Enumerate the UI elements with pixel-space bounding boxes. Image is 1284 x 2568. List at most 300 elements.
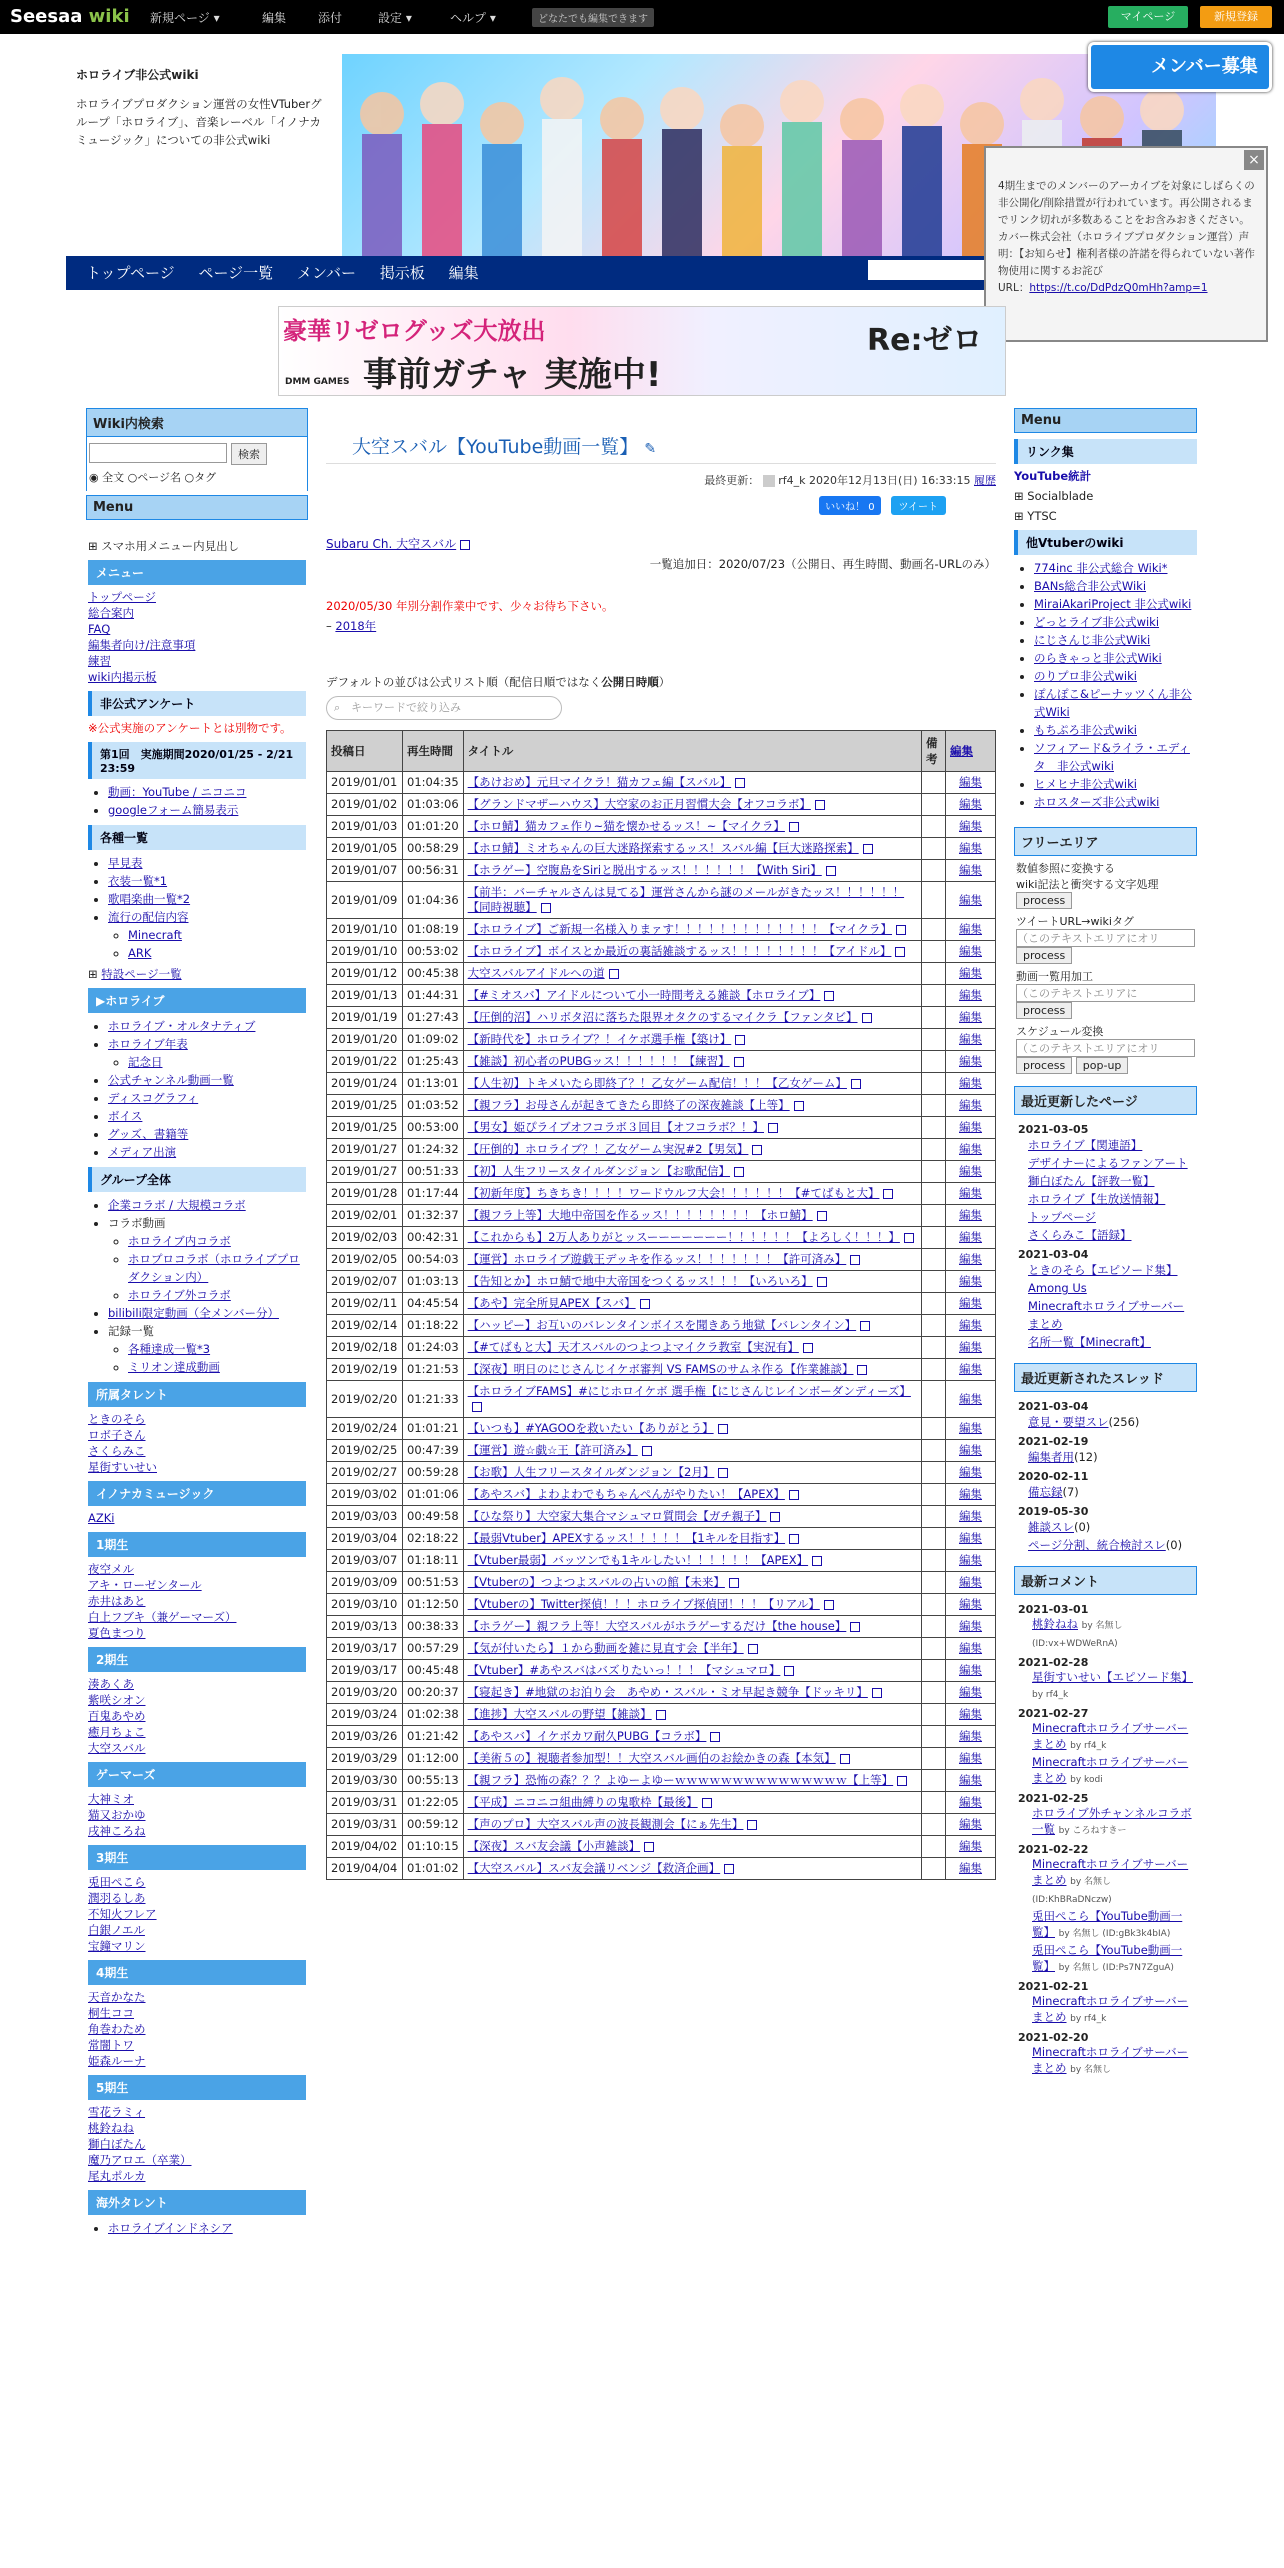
other-wiki-item — [1034, 631, 1197, 649]
duration: 01:24:03 — [403, 1337, 464, 1359]
duration: 01:18:22 — [403, 1315, 464, 1337]
video-link[interactable]: 【ホロ鯖】ミオちゃんの巨大迷路探索するッス！スバル編【巨大迷路探索】 — [467, 841, 859, 855]
table-row — [327, 1572, 996, 1594]
video-link[interactable]: 【深夜】明日のにじさんじイケボ審判 VS FAMSのサムネ作る【作業雑談】 — [467, 1362, 854, 1376]
video-link[interactable]: 【ホロライブ】ボイスとか最近の裏話雑談するッス！！！！！！！！【アイドル】 — [467, 944, 892, 958]
tool3-textarea[interactable]: （このテキストエリアに — [1016, 984, 1195, 1002]
edit-link[interactable]: 編集 — [959, 1164, 982, 1178]
other-wiki-link[interactable]: のらきゃっと非公式Wiki — [1034, 651, 1162, 665]
video-link[interactable]: 【雑談】初心者のPUBGッス！！！！！！【練習】 — [467, 1054, 730, 1068]
talent-sora[interactable]: ときのそら — [88, 1412, 146, 1426]
edit-link[interactable]: 編集 — [959, 775, 982, 789]
edit-link[interactable]: 編集 — [959, 1010, 982, 1024]
nav-top[interactable]: トップページ — [86, 264, 175, 282]
post-date: 2019/04/04 — [327, 1858, 403, 1880]
edit-link[interactable]: 編集 — [959, 1619, 982, 1633]
recent-page-link[interactable]: Minecraftホロライブサーバーまとめ — [1028, 1299, 1185, 1331]
edit-link[interactable]: 編集 — [959, 1817, 982, 1831]
edit-link[interactable]: 編集 — [959, 1575, 982, 1589]
tweet-button[interactable]: ツイート — [891, 496, 947, 515]
edit-link[interactable]: 編集 — [959, 1795, 982, 1809]
year-2018-link[interactable]: 2018年 — [335, 619, 377, 633]
edit-link[interactable]: 編集 — [959, 1861, 982, 1875]
talent-pekora[interactable]: 兎田ぺこら — [88, 1875, 146, 1889]
other-wiki-link[interactable]: MiraiAkariProject 非公式wiki — [1034, 597, 1192, 611]
col-edit[interactable] — [946, 731, 996, 772]
external-link-icon — [895, 947, 905, 957]
nav-pages[interactable]: ページ一覧 — [198, 264, 274, 282]
edit-link[interactable]: 編集 — [959, 1641, 982, 1655]
recent-page-link[interactable]: トップページ — [1028, 1210, 1096, 1224]
video-link[interactable]: 【Vtuberの】Twitter探偵！！！ホロライブ探偵団！！！【リアル】 — [467, 1597, 820, 1611]
video-link[interactable]: 【親フラ】お母さんが起きてきたら即終了の深夜雑談【上等】 — [467, 1098, 790, 1112]
expand-icon[interactable]: ⊞ — [1014, 489, 1028, 503]
thread-link[interactable]: 備忘録 — [1028, 1485, 1063, 1499]
other-wiki-link[interactable]: のりプロ非公式wiki — [1034, 669, 1137, 683]
video-link[interactable]: 【運営】遊☆戯☆王【許可済み】 — [467, 1443, 638, 1457]
table-row — [327, 963, 996, 985]
opt-page: ページ名 — [137, 471, 181, 484]
radio-page[interactable]: ○ — [127, 471, 138, 484]
post-date: 2019/03/31 — [327, 1792, 403, 1814]
edit-link[interactable]: 編集 — [959, 1120, 982, 1134]
tool2-textarea[interactable]: （このテキストエリアにオリ — [1016, 929, 1195, 947]
recent-page-link[interactable]: ホロライブ【関連語】 — [1028, 1138, 1143, 1152]
video-link[interactable]: 【人生初】トキメいたら即終了？！乙女ゲーム配信！！！【乙女ゲーム】 — [467, 1076, 847, 1090]
col-duration[interactable]: 再生時間 — [403, 731, 464, 772]
talent-polka[interactable]: 尾丸ポルカ — [88, 2169, 146, 2183]
note-cell — [922, 882, 946, 919]
list-minecraft[interactable]: Minecraft — [128, 928, 182, 942]
talent-botan[interactable]: 獅白ぼたん — [88, 2137, 146, 2151]
page-title-text: 大空スバル【YouTube動画一覧】 — [352, 436, 639, 458]
table-row — [327, 1249, 996, 1271]
collab-external[interactable]: ホロライブ外コラボ — [128, 1288, 231, 1302]
comment-link[interactable]: Minecraftホロライブサーバーまとめ — [1032, 1994, 1189, 2024]
edit-link[interactable]: 編集 — [959, 944, 982, 958]
video-link[interactable]: 【大空スバル】スバ友会議リベンジ【救済企画】 — [467, 1861, 721, 1875]
hl-anniv[interactable]: 記念日 — [128, 1055, 163, 1069]
video-link[interactable]: 【美術５の】視聴者参加型！！大空スバル画伯のお絵かきの森【本気】 — [467, 1751, 836, 1765]
channel-link[interactable]: Subaru Ch. 大空スバル — [326, 537, 457, 551]
video-link[interactable]: 【寝起き】#地獄のお泊り会 あやめ・スバル・ミオ早起き競争【ドッキリ】 — [467, 1685, 868, 1699]
edit-link[interactable]: 編集 — [959, 1098, 982, 1112]
talent-coco[interactable]: 桐生ココ — [88, 2006, 134, 2020]
duration: 00:57:29 — [403, 1638, 464, 1660]
nav-board[interactable]: 掲示板 — [379, 264, 425, 282]
video-link[interactable]: 【これからも】2万人ありがとッスーーーーーーー！！！！！！【よろしく！！！】 — [467, 1230, 900, 1244]
title-cell — [463, 1271, 921, 1293]
talent-noel[interactable]: 白銀ノエル — [88, 1923, 145, 1937]
talent-choco[interactable]: 癒月ちょこ — [88, 1725, 146, 1739]
recent-page-link[interactable]: さくらみこ【語録】 — [1028, 1228, 1132, 1242]
edit-link[interactable]: 編集 — [959, 1230, 982, 1244]
special-pages[interactable]: 特設ページ一覧 — [101, 967, 182, 981]
list-costume[interactable]: 衣装一覧*1 — [108, 874, 168, 888]
talent-rushia[interactable]: 潤羽るしあ — [88, 1891, 146, 1905]
col-edit-link[interactable]: 編集 — [950, 744, 973, 758]
video-link[interactable]: 【お歌】人生フリースタイルダンジョン【2月】 — [467, 1465, 715, 1479]
edit-link[interactable]: 編集 — [959, 1391, 982, 1406]
duration: 04:45:54 — [403, 1293, 464, 1315]
talent-kanata[interactable]: 天音かなた — [88, 1990, 146, 2004]
other-wiki-link[interactable]: どっとライブ非公式wiki — [1034, 615, 1160, 629]
edit-menu[interactable]: 編集 — [262, 11, 287, 25]
expand-icon[interactable]: ⊞ — [88, 967, 102, 981]
edit-link[interactable]: 編集 — [959, 1252, 982, 1266]
recent-page-link[interactable]: デザイナーによるファンアート — [1028, 1156, 1188, 1170]
edit-link[interactable]: 編集 — [959, 1487, 982, 1501]
nav-members[interactable]: メンバー — [297, 264, 356, 282]
title-cell — [463, 1484, 921, 1506]
popup-button[interactable]: pop-up — [1076, 1057, 1129, 1074]
video-link[interactable]: 【最弱Vtuber】APEXするッス！！！！！【1キルを目指す】 — [467, 1531, 786, 1545]
edit-link[interactable]: 編集 — [959, 1208, 982, 1222]
hl-official[interactable]: 公式チャンネル動画一覧 — [108, 1073, 234, 1087]
link-guide[interactable]: 総合案内 — [88, 606, 134, 620]
comment-link[interactable]: 桃鈴ねね — [1032, 1617, 1078, 1631]
other-wiki-item — [1034, 721, 1197, 739]
history-link[interactable]: 履歴 — [974, 474, 996, 487]
edit-link[interactable]: 編集 — [959, 1362, 982, 1376]
edit-cell — [946, 1594, 996, 1616]
other-wiki-link[interactable]: ぽんぽこ&ピーナッツくん非公式Wiki — [1034, 687, 1192, 719]
talent-nene[interactable]: 桃鈴ねね — [88, 2121, 134, 2135]
talent-mio[interactable]: 大神ミオ — [88, 1792, 134, 1806]
process-button-1[interactable]: process — [1016, 892, 1072, 909]
other-wiki-link[interactable]: ヒメヒナ非公式wiki — [1034, 777, 1137, 791]
recent-page-link[interactable]: Among Us — [1028, 1281, 1087, 1295]
gamers-heading[interactable]: ゲーマーズ — [88, 1762, 306, 1787]
collab-holopro[interactable]: ホロプロコラボ（ホロライブプロダクション内） — [128, 1252, 300, 1284]
video-link[interactable]: 【グランドマザーハウス】大空家のお正月習慣大会【オフコラボ】 — [467, 797, 811, 811]
thread-link[interactable]: 意見・要望スレ — [1028, 1415, 1109, 1429]
video-link[interactable]: 【ホロライブ】ご新規一名様入りまァす！！！！！！！！！！！！！【マイクラ】 — [467, 922, 893, 936]
seesaa-wiki-logo[interactable]: Seesaa wiki — [10, 6, 130, 27]
nav-search-input[interactable] — [868, 260, 996, 280]
duration: 01:18:11 — [403, 1550, 464, 1572]
other-wiki-link[interactable]: BANs総合非公式Wiki — [1034, 579, 1147, 593]
video-link[interactable]: 【あやスバ】よわよわでもちゃんぺんがやりたい！【APEX】 — [467, 1487, 785, 1501]
talent-okayu[interactable]: 猫又おかゆ — [88, 1808, 146, 1822]
comment-date: 2021-02-21 — [1018, 1980, 1089, 1993]
recent-page-link[interactable]: 名所一覧【Minecraft】 — [1028, 1335, 1151, 1349]
hololive-heading[interactable]: ▶ホロライブ — [88, 988, 306, 1013]
record-million[interactable]: ミリオン達成動画 — [128, 1360, 220, 1374]
talent-marine[interactable]: 宝鐘マリン — [88, 1939, 146, 1953]
edit-link[interactable]: 編集 — [959, 1751, 982, 1765]
talent-mel[interactable]: 夜空メル — [88, 1562, 134, 1576]
video-link[interactable]: 【親フラ】恐怖の森？？？よゆーよゆーｗｗｗｗｗｗｗｗｗｗｗｗｗｗｗ【上等】 — [467, 1773, 894, 1787]
member-recruit-badge[interactable]: メンバー募集 — [1088, 42, 1272, 92]
external-link-icon — [640, 1299, 650, 1309]
talent-roboco[interactable]: ロボ子さん — [88, 1428, 146, 1442]
edit-link[interactable]: 編集 — [959, 1685, 982, 1699]
talent-luna[interactable]: 姫森ルーナ — [88, 2054, 146, 2068]
radio-all[interactable]: ◉ — [89, 471, 103, 484]
edit-cell — [946, 1572, 996, 1594]
duration: 01:12:50 — [403, 1594, 464, 1616]
video-link[interactable]: 【前半：バーチャルさんは見てる】運営さんから謎のメールがきたッス！！！！！！【同時視聴】 — [467, 885, 905, 914]
recent-threads-title: 最近更新されたスレッド — [1014, 1363, 1197, 1392]
note-cell — [922, 1249, 946, 1271]
hl-goods[interactable]: グッズ、書籍等 — [108, 1127, 189, 1141]
video-link[interactable]: 【#ミオスバ】アイドルについて小一時間考える雑談【ホロライブ】 — [467, 988, 821, 1002]
external-link-icon — [734, 1057, 744, 1067]
edit-cell — [946, 1029, 996, 1051]
col-title[interactable]: タイトル — [463, 731, 921, 772]
video-link[interactable]: 【いつも】#YAGOOを救いたい【ありがとう】 — [467, 1421, 714, 1435]
expand-icon[interactable]: ⊞ — [88, 539, 102, 553]
edit-link[interactable]: 編集 — [959, 1142, 982, 1156]
video-link[interactable]: 【親フラ上等】大地中帝国を作るッス！！！！！！！！【ホロ鯖】 — [467, 1208, 813, 1222]
nav-edit[interactable]: 編集 — [448, 264, 479, 282]
talent-towa[interactable]: 常闇トワ — [88, 2038, 134, 2052]
edit-link[interactable]: 編集 — [959, 1531, 982, 1545]
list-ark[interactable]: ARK — [128, 946, 152, 960]
comment-link[interactable]: 兎田ぺこら【YouTube動画一覧】 — [1032, 1909, 1183, 1939]
video-link[interactable]: 大空スバルアイドルへの道 — [467, 966, 605, 980]
radio-tag[interactable]: ○ — [184, 471, 195, 484]
recent-page-link[interactable]: ホロライブ【生放送情報】 — [1028, 1192, 1166, 1206]
video-link[interactable]: 【ハッピー】お互いのバレンタインボイスを聞きあう地獄【バレンタイン】 — [467, 1318, 857, 1332]
edit-link[interactable]: 編集 — [959, 966, 982, 980]
video-link[interactable]: 【ホロ鯖】猫カフェ作り~猫を懐かせるッス！~【マイクラ】 — [467, 819, 785, 833]
edit-link[interactable]: 編集 — [959, 1707, 982, 1721]
post-date: 2019/03/13 — [327, 1616, 403, 1638]
link-top[interactable]: トップページ — [88, 590, 156, 604]
edit-link[interactable]: 編集 — [959, 1274, 982, 1288]
video-link[interactable]: 【#てばもと大】天才スバルのつよつよマイクラ教室【実況有】 — [467, 1340, 799, 1354]
hl-media[interactable]: メディア出演 — [108, 1145, 177, 1159]
list-quick[interactable]: 早見表 — [108, 856, 143, 870]
my-page-button[interactable]: マイページ — [1108, 6, 1188, 28]
video-link[interactable]: 【ホロライブFAMS】#にじホロイケボ 選手権【にじさんじレインボーダンディーズ】 — [467, 1384, 911, 1398]
comment-link[interactable]: 兎田ぺこら【YouTube動画一覧】 — [1032, 1943, 1183, 1973]
video-link[interactable]: 【深夜】スバ友会議【小声雑談】 — [467, 1839, 641, 1853]
edit-cell — [946, 963, 996, 985]
edit-link[interactable]: 編集 — [959, 1296, 982, 1310]
link-practice[interactable]: 練習 — [88, 654, 111, 668]
process-button-3[interactable]: process — [1016, 1002, 1072, 1019]
video-link[interactable]: 【初】人生フリースタイルダンジョン【お歌配信】 — [467, 1164, 731, 1178]
other-wiki-link[interactable]: 774inc 非公式総合 Wiki* — [1034, 561, 1168, 575]
help-menu[interactable]: ヘルプ ▾ — [450, 11, 496, 25]
group-bilibili[interactable]: bilibili限定動画（全メンバー分） — [108, 1306, 279, 1320]
talent-aki[interactable]: アキ・ローゼンタール — [88, 1578, 202, 1592]
comment-by: by 名無し (ID:Ps7N7ZguA) — [1058, 1963, 1174, 1973]
thread-link[interactable]: ページ分割、統合検討スレ — [1028, 1538, 1166, 1552]
tool4-textarea[interactable]: （このテキストエリアにオリ — [1016, 1039, 1195, 1057]
talent-suisei[interactable]: 星街すいせい — [88, 1460, 157, 1474]
edit-link[interactable]: 編集 — [959, 1186, 982, 1200]
video-link[interactable]: 【あけおめ】元旦マイクラ！猫カフェ編【スバル】 — [467, 775, 732, 789]
edit-link[interactable]: 編集 — [959, 1443, 982, 1457]
thread-link[interactable]: 編集者用 — [1028, 1450, 1074, 1464]
edit-link[interactable]: 編集 — [959, 819, 982, 833]
title-cell — [463, 1836, 921, 1858]
talent-shion[interactable]: 紫咲シオン — [88, 1693, 146, 1707]
video-link[interactable]: 【声のプロ】大空スバル声の波長観測会【にぁ先生】 — [467, 1817, 744, 1831]
talent-azki[interactable]: AZKi — [88, 1511, 115, 1525]
title-cell — [463, 1616, 921, 1638]
attach-menu[interactable]: 添付 — [318, 11, 343, 25]
other-wiki-link[interactable]: にじさんじ非公式Wiki — [1034, 633, 1151, 647]
video-link[interactable]: 【男女】姫ぴライブオフコラボ３回目【オフコラボ？！】 — [467, 1120, 765, 1134]
post-date: 2019/03/10 — [327, 1594, 403, 1616]
site-title[interactable]: ホロライブ非公式wiki — [76, 68, 199, 82]
filter-input[interactable] — [326, 696, 562, 720]
list-trending[interactable]: 流行の配信内容 — [108, 910, 189, 924]
video-link[interactable]: 【平成】ニコニコ組曲縛りの鬼歌枠【最後】 — [467, 1795, 698, 1809]
note-cell — [922, 1726, 946, 1748]
duration: 00:56:31 — [403, 860, 464, 882]
link-board[interactable]: wiki内掲示板 — [88, 670, 157, 684]
talent-ayame[interactable]: 百鬼あやめ — [88, 1709, 146, 1723]
talent-lamy[interactable]: 雪花ラミィ — [88, 2105, 146, 2119]
other-wiki-link[interactable]: ホロスターズ非公式wiki — [1034, 795, 1160, 809]
external-link-icon — [850, 1622, 860, 1632]
video-link[interactable]: 【圧倒的】ホロライブ？！乙女ゲーム実況#2【男気】 — [467, 1142, 749, 1156]
thread-link[interactable]: 雑談スレ — [1028, 1520, 1074, 1534]
talent-haato[interactable]: 赤井はあと — [88, 1594, 146, 1608]
comment-by: by 名無し (ID:KhBRaDNczw) — [1032, 1877, 1112, 1905]
pencil-icon[interactable]: ✎ — [644, 441, 657, 457]
collab-internal[interactable]: ホロライブ内コラボ — [128, 1234, 231, 1248]
other-wiki-link[interactable]: ソフィアード&ライラ・エディタ 非公式wiki — [1034, 741, 1190, 773]
wiki-search-input[interactable] — [89, 443, 227, 463]
register-button[interactable]: 新規登録 — [1200, 6, 1272, 28]
comment-link[interactable]: Minecraftホロライブサーバーまとめ — [1032, 2045, 1189, 2075]
ad-banner[interactable] — [278, 306, 1006, 396]
video-link[interactable]: 【新時代を】ホロライブ？！イケボ選手権【築け】 — [467, 1032, 732, 1046]
edit-link[interactable]: 編集 — [959, 1773, 982, 1787]
duration: 00:55:13 — [403, 1770, 464, 1792]
like-button[interactable]: いいね！ 0 — [819, 496, 881, 515]
note-cell — [922, 1073, 946, 1095]
new-page-menu[interactable]: 新規ページ ▾ — [150, 11, 220, 25]
video-link[interactable]: 【初新年度】ちきちき！！！！ワードウルフ大会！！！！！！【#てばもと大】 — [467, 1186, 880, 1200]
recent-threads — [1014, 1392, 1197, 1558]
video-link[interactable]: 【運営】ホロライブ遊戯王デッキを作るッス！！！！！！！【許可済み】 — [467, 1252, 847, 1266]
video-link[interactable]: 【告知とか】ホロ鯖で地中大帝国をつくるッス！！！【いろいろ】 — [467, 1274, 813, 1288]
edit-link[interactable]: 編集 — [959, 922, 982, 936]
comment-link[interactable]: 星街すいせい【エピソード集】 — [1032, 1670, 1193, 1684]
edit-link[interactable]: 編集 — [959, 1553, 982, 1567]
talent-miko[interactable]: さくらみこ — [88, 1444, 146, 1458]
talent-korone[interactable]: 戌神ころね — [88, 1824, 146, 1838]
external-link-icon — [826, 866, 836, 876]
edit-link[interactable]: 編集 — [959, 1465, 982, 1479]
overseas-id[interactable]: ホロライブインドネシア — [108, 2221, 233, 2235]
video-link[interactable]: 【ホラゲー】親フラ上等！大空スバルがホラゲーするだけ【the house】 — [467, 1619, 847, 1633]
survey-form[interactable]: googleフォーム簡易表示 — [108, 803, 239, 817]
comment-link[interactable]: Minecraftホロライブサーバーまとめ — [1032, 1857, 1189, 1887]
group-collab[interactable]: 企業コラボ / 大規模コラボ — [108, 1198, 246, 1212]
edit-link[interactable]: 編集 — [959, 1729, 982, 1743]
wiki-search-button[interactable]: 検索 — [231, 443, 267, 465]
video-link[interactable]: 【気が付いたら】１から動画を雑に見直す会【半年】 — [467, 1641, 744, 1655]
talent-matsuri[interactable]: 夏色まつり — [88, 1626, 146, 1640]
post-date: 2019/01/19 — [327, 1007, 403, 1029]
yt-stats-link[interactable]: YouTube統計 — [1014, 469, 1092, 483]
edit-link[interactable]: 編集 — [959, 1054, 982, 1068]
table-row — [327, 1073, 996, 1095]
video-link[interactable]: 【進捗】大空スバルの野望【雑談】 — [467, 1707, 652, 1721]
talent-fubuki[interactable]: 白上フブキ（兼ゲーマーズ） — [88, 1610, 237, 1624]
process-button-2[interactable]: process — [1016, 947, 1072, 964]
edit-link[interactable]: 編集 — [959, 988, 982, 1002]
edit-link[interactable]: 編集 — [959, 1076, 982, 1090]
hl-timeline[interactable]: ホロライブ年表 — [108, 1037, 188, 1051]
video-link[interactable]: 【Vtuber】#あやスバはバズりたいっ！！！【マシュマロ】 — [467, 1663, 781, 1677]
edit-link[interactable]: 編集 — [959, 1032, 982, 1046]
edit-link[interactable]: 編集 — [959, 1509, 982, 1523]
edit-link[interactable]: 編集 — [959, 797, 982, 811]
hl-disco[interactable]: ディスコグラフィ — [108, 1091, 199, 1105]
group-heading: グループ全体 — [88, 1167, 306, 1192]
col-note[interactable]: 備考 — [922, 731, 946, 772]
video-link[interactable]: 【あやスバ】イケボカワ耐久PUBG【コラボ】 — [467, 1729, 707, 1743]
video-link[interactable]: 【ひな祭り】大空家大集合マシュマロ質問会【ガチ親子】 — [467, 1509, 767, 1523]
duration: 01:03:06 — [403, 794, 464, 816]
edit-link[interactable]: 編集 — [959, 863, 982, 877]
edit-link[interactable]: 編集 — [959, 1421, 982, 1435]
video-link[interactable]: 【圧倒的沼】ハリボタ沼に落ちた限界オタクのするマイクラ【ファンタビ】 — [467, 1010, 858, 1024]
post-date: 2019/01/25 — [327, 1095, 403, 1117]
video-link[interactable]: 【Vtuber最弱】バッツンでも1キルしたい！！！！！！【APEX】 — [467, 1553, 809, 1567]
recent-page-link[interactable]: 獅白ぼたん【評教一覧】 — [1028, 1174, 1155, 1188]
other-wiki-link[interactable]: もちぷろ非公式wiki — [1034, 723, 1137, 737]
comment-link[interactable]: ホロライブ外チャンネルコラボ一覧 — [1032, 1806, 1192, 1836]
survey-video[interactable]: 動画：YouTube / ニコニコ — [108, 785, 247, 799]
record-achieve[interactable]: 各種達成一覧*3 — [128, 1342, 211, 1356]
video-link[interactable]: 【Vtuberの】つよつよスバルの占いの館【未来】 — [467, 1575, 725, 1589]
link-faq[interactable]: FAQ — [88, 622, 111, 636]
talent-watame[interactable]: 角巻わため — [88, 2022, 146, 2036]
talent-aqua[interactable]: 湊あくあ — [88, 1677, 134, 1691]
video-link[interactable]: 【ホラゲー】空腹島をSiriと脱出するッス！！！！！！【With Siri】 — [467, 863, 822, 877]
edit-link[interactable]: 編集 — [959, 1597, 982, 1611]
main-content: 大空スバル【YouTube動画一覧】 ✎ 最終更新： rf4_k 2020年12月13日(日) 16:33:15 履歴 いいね！ 0 ツイート Subaru Ch. 大空スバル 一覧追加日：2020/07/23（公開日、再生時間、動画名-URLのみ） 2020/05/30 年別分割作業中です、少々お待ち下さい。 – 2018年 デフォルトの並びは公式リスト順（配信日順ではなく公開日時順） ⌕ キーワードで絞り込み 投稿日 再生時間 タイトル 備考 編集 2019/01/01 01:04:35 【あけおめ】元旦マイクラ！猫カフェ編【スバル】 編集 2019/01/02 01:03:06 【グランドマザーハウス】大空家のお正月習慣大会【オフコラボ】 編集 2019/01/03 01:01:20 【ホロ鯖】猫カフェ作り~猫を懐かせるッス！~【マイクラ】 編集 2019/01/05 00:58:29 【ホロ鯖】ミオちゃんの巨大迷路探索するッス！スバル編【巨大迷路探索】 編集 2019/01/07 00:56:31 【ホラゲー】空腹島をSiriと脱出するッス！！！！！！【With Siri】 編集 2019/01/09 01:04:36 【前半：バーチャルさんは見てる】運営さんから謎のメールがきたッス！！！！！！【同時視聴】 編集 2019/01/10 01:08:19 【ホロライブ】ご新規一名様入りまァす！！！！！！！！！！！！！【マイクラ】 編集 2019/01/10 00:53:02 【ホロライブ】ボイスとか最近の裏話雑談するッス！！！！！！！！【アイドル】 編集 2019/01/12 00:45:38 大空スバルアイドルへの道 編集 2019/01/13 01:44:31 【#ミオスバ】アイドルについて小一時間考える雑談【ホロライブ】 編集 2019/01/19 01:27:43 【圧倒的沼】ハリボタ沼に落ちた限界オタクのするマイクラ【ファンタビ】 編集 2019/01/20 01:09:02 【新時代を】ホロライブ？！イケボ選手権【築け】 編集 2019/01/22 01:25:43 【雑談】初心者のPUBGッス！！！！！！【練習】 編集 2019/01/24 01:13:01 【人生初】トキメいたら即終了？！乙女ゲーム配信！！！【乙女ゲーム】 編集 2019/01/25 01:03:52 【親フラ】お母さんが起きてきたら即終了の深夜雑談【上等】 編集 2019/01/25 00:53:00 【男女】姫ぴライブオフコラボ３回目【オフコラボ？！】 編集 2019/01/27 01:24:32 【圧倒的】ホロライブ？！乙女ゲーム実況#2【男気】 編集 2019/01/27 00:51:33 【初】人生フリースタイルダンジョン【お歌配信】 編集 2019/01/28 01:17:44 【初新年度】ちきちき！！！！ワードウルフ大会！！！！！！【#てばもと大】 編集 2019/02/01 01:32:37 【親フラ上等】大地中帝国を作るッス！！！！！！！！【ホロ鯖】 編集 2019/02/03 00:42:31 【これからも】2万人ありがとッスーーーーーーー！！！！！！【よろしく！！！】 編集 2019/02/05 00:54:03 【運営】ホロライブ遊戯王デッキを作るッス！！！！！！！【許可済み】 編集 2019/02/07 01:03:13 【告知とか】ホロ鯖で地中大帝国をつくるッス！！！【いろいろ】 編集 2019/02/11 04:45:54 【あや】完全所見APEX【スバ】 編集 2019/02/14 01:18:22 【ハッピー】お互いのバレンタインボイスを聞きあう地獄【バレンタイン】 編集 2019/02/18 01:24:03 【#てばもと大】天才スバルのつよつよマイクラ教室【実況有】 編集 2019/02/19 01:21:53 【深夜】明日のにじさんじイケボ審判 VS FAMSのサムネ作る【作業雑談】 編集 2019/02/20 01:21:33 【ホロライブFAMS】#にじホロイケボ 選手権【にじさんじレインボーダンディーズ】 編集 2019/02/24 01:01:21 【いつも】#YAGOOを救いたい【ありがとう】 編集 2019/02/25 00:47:39 【運営】遊☆戯☆王【許可済み】 編集 2019/02/27 00:59:28 【お歌】人生フリースタイルダンジョン【2月】 編集 2019/03/02 01:01:06 【あやスバ】よわよわでもちゃんぺんがやりたい！【APEX】 編集 2019/03/03 00:49:58 【ひな祭り】大空家大集合マシュマロ質問会【ガチ親子】 編集 2019/03/04 02:18:22 【最弱Vtuber】APEXするッス！！！！！【1キルを目指す】 編集 2019/03/07 01:18:11 【Vtuber最弱】バッツンでも1キルしたい！！！！！！【APEX】 編集 2019/03/09 00:51:53 【Vtuberの】つよつよスバルの占いの館【未来】 編集 2019/03/10 01:12:50 【Vtuberの】Twitter探偵！！！ホロライブ探偵団！！！【リアル】 編集 2019/03/13 00:38:33 【ホラゲー】親フラ上等！大空スバルがホラゲーするだけ【the house】 編集 2019/03/17 00:57:29 【気が付いたら】１から動画を雑に見直す会【半年】 編集 2019/03/17 00:45:48 【Vtuber】#あやスバはバズりたいっ！！！【マシュマロ】 編集 2019/03/20 00:20:37 【寝起き】#地獄のお泊り会 あやめ・スバル・ミオ早起き競争【ドッキリ】 編集 2019/03/24 01:02:38 【進捗】大空スバルの野望【雑談】 編集 2019/03/26 01:21:42 【あやスバ】イケボカワ耐久PUBG【コラボ】 編集 2019/03/29 01:12:00 【美術５の】視聴者参加型！！大空スバル画伯のお絵かきの森【本気】 編集 2019/03/30 00:55:13 【親フラ】恐怖の森？？？よゆーよゆーｗｗｗｗｗｗｗｗｗｗｗｗｗｗｗ【上等】 編集 2019/03/31 01:22:05 【平成】ニコニコ組曲縛りの鬼歌枠【最後】 編集 2019/03/31 00:59:12 【声のプロ】大空スバル声の波長観測会【にぁ先生】 編集 2019/04/02 01:10:15 【深夜】スバ友会議【小声雑談】 編集 2019/04/04 01:01:02 【大空スバル】スバ友会議リベンジ【救済企画】 編集 — [326, 408, 996, 1880]
comment-link[interactable]: Minecraftホロライブサーバーまとめ — [1032, 1721, 1189, 1751]
recent-page-link[interactable]: ときのそら【エピソード集】 — [1028, 1263, 1178, 1277]
list-songs[interactable]: 歌唱楽曲一覧*2 — [108, 892, 191, 906]
hl-voice[interactable]: ボイス — [108, 1109, 143, 1123]
edit-link[interactable]: 編集 — [959, 892, 982, 907]
edit-link[interactable]: 編集 — [959, 1340, 982, 1354]
settings-menu[interactable]: 設定 ▾ — [378, 11, 412, 25]
talent-aloe[interactable]: 魔乃アロエ（卒業） — [88, 2153, 192, 2167]
close-icon[interactable]: × — [1244, 150, 1264, 170]
talent-flare[interactable]: 不知火フレア — [88, 1907, 157, 1921]
talent-subaru[interactable]: 大空スバル — [88, 1741, 146, 1755]
video-link[interactable]: 【あや】完全所見APEX【スバ】 — [467, 1296, 636, 1310]
edit-link[interactable]: 編集 — [959, 1318, 982, 1332]
link-editors[interactable]: 編集者向け/注意事項 — [88, 638, 196, 652]
process-button-4[interactable]: process — [1016, 1057, 1072, 1074]
edit-link[interactable]: 編集 — [959, 1663, 982, 1677]
expand-icon[interactable]: ⊞ — [1014, 509, 1028, 523]
edit-link[interactable]: 編集 — [959, 1839, 982, 1853]
inonaka-heading[interactable]: イノナカミュージック — [88, 1481, 306, 1506]
comment-link[interactable]: Minecraftホロライブサーバーまとめ — [1032, 1755, 1189, 1785]
talent-heading[interactable]: 所属タレント — [88, 1382, 306, 1407]
hl-alt[interactable]: ホロライブ・オルタナティブ — [108, 1019, 256, 1033]
col-date[interactable]: 投稿日 — [327, 731, 403, 772]
edit-link[interactable]: 編集 — [959, 841, 982, 855]
notice-url[interactable]: https://t.co/DdPdzQ0mHh?amp=1 — [1029, 282, 1208, 294]
